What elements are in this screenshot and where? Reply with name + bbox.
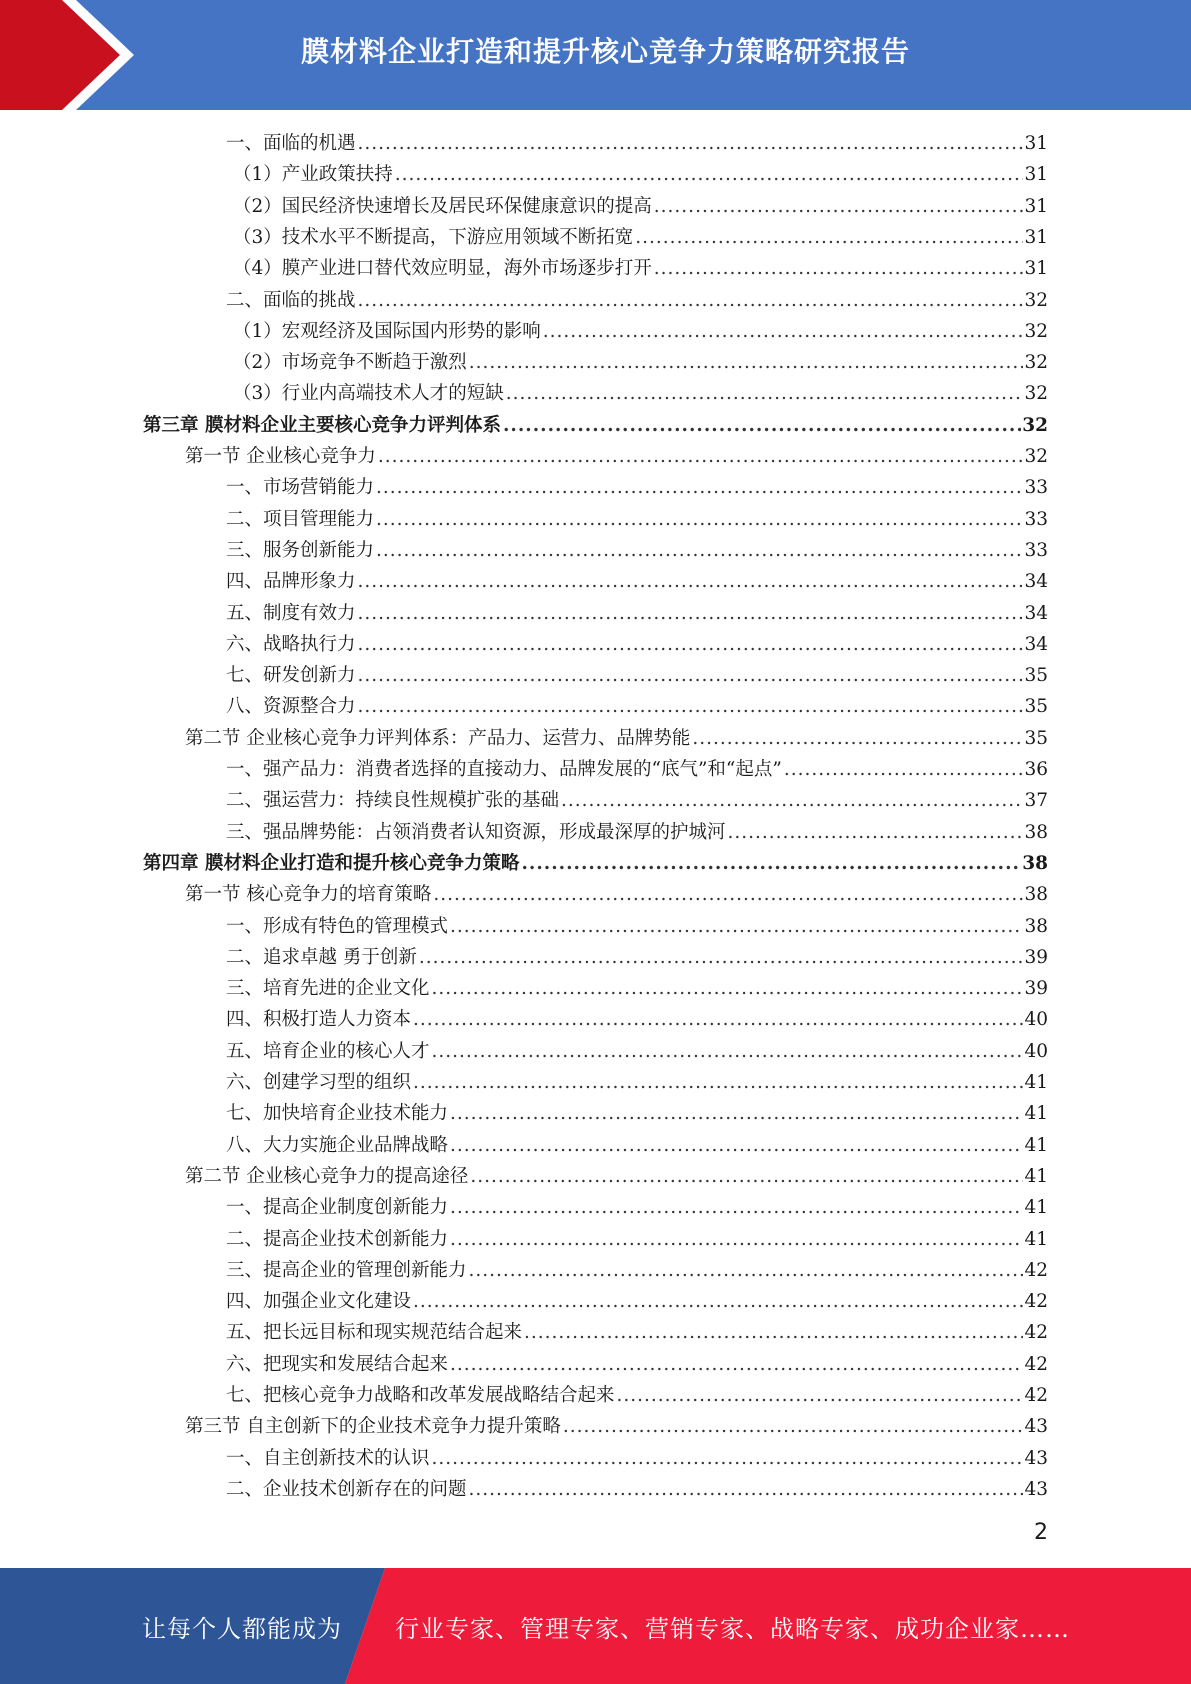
- toc-entry-page: 35: [1024, 696, 1048, 718]
- toc-entry-title: 三、服务创新能力: [226, 539, 375, 561]
- toc-entry-title: 八、大力实施企业品牌战略: [226, 1134, 449, 1156]
- toc-entry-title: 一、强产品力：消费者选择的直接动力、品牌发展的“底气”和“起点”: [226, 759, 782, 780]
- toc-entry[interactable]: [185, 1411, 1048, 1442]
- toc-entry[interactable]: [226, 1349, 1048, 1380]
- toc-entry-title: 二、提高企业技术创新能力: [226, 1228, 449, 1250]
- toc-dot-leader: [433, 879, 1023, 910]
- toc-dot-leader: [469, 347, 1024, 378]
- toc-entry-title: 第三节 自主创新下的企业技术竞争力提升策略: [185, 1416, 561, 1438]
- toc-entry-title: 四、积极打造人力资本: [226, 1009, 412, 1031]
- toc-dot-leader: [413, 1004, 1023, 1035]
- toc-entry[interactable]: [233, 316, 1048, 347]
- toc-dot-leader: [376, 504, 1023, 535]
- toc-entry-title: 第三章 膜材料企业主要核心竞争力评判体系: [143, 414, 501, 436]
- footer-slogan-right: 行业专家、管理专家、营销专家、战略专家、成功企业家……: [395, 1614, 1070, 1643]
- toc-dot-leader: [432, 973, 1024, 1004]
- toc-entry[interactable]: [226, 472, 1048, 503]
- toc-entry-page: 38: [1024, 884, 1048, 906]
- toc-entry[interactable]: [226, 566, 1048, 597]
- toc-dot-leader: [376, 535, 1023, 566]
- toc-dot-leader: [563, 1411, 1024, 1442]
- toc-entry[interactable]: [226, 1380, 1048, 1411]
- toc-entry-title: 二、企业技术创新存在的问题: [226, 1478, 467, 1500]
- toc-dot-leader: [358, 598, 1024, 629]
- toc-dot-leader: [376, 472, 1023, 503]
- toc-entry-page: 41: [1024, 1228, 1048, 1250]
- toc-entry[interactable]: [143, 410, 1048, 441]
- toc-dot-leader: [450, 1224, 1023, 1255]
- toc-entry-title: 七、把核心竞争力战略和改革发展战略结合起来: [226, 1385, 615, 1406]
- toc-entry-title: 六、把现实和发展结合起来: [226, 1353, 449, 1375]
- toc-entry[interactable]: [226, 285, 1048, 316]
- toc-entry[interactable]: [226, 1443, 1048, 1474]
- toc-dot-leader: [358, 660, 1024, 691]
- toc-entry-page: 31: [1024, 226, 1048, 248]
- toc-entry-page: 42: [1024, 1385, 1048, 1406]
- toc-entry-title: 六、创建学习型的组织: [226, 1072, 412, 1093]
- toc-entry[interactable]: [233, 191, 1048, 222]
- toc-entry-page: 39: [1024, 946, 1048, 968]
- toc-entry-title: （2）市场竞争不断趋于激烈: [233, 352, 467, 374]
- toc-entry-title: 一、形成有特色的管理模式: [226, 915, 449, 937]
- toc-dot-leader: [784, 754, 1024, 785]
- page-footer: [0, 1568, 1191, 1684]
- toc-dot-leader: [432, 1443, 1024, 1474]
- toc-entry-page: 31: [1024, 133, 1048, 154]
- page-number: 2: [1034, 1520, 1048, 1545]
- toc-entry-title: 四、加强企业文化建设: [226, 1291, 412, 1313]
- toc-dot-leader: [450, 1192, 1023, 1223]
- toc-dot-leader: [358, 128, 1024, 159]
- toc-entry[interactable]: [233, 378, 1048, 409]
- toc-entry-page: 32: [1024, 383, 1048, 405]
- toc-entry-page: 33: [1024, 508, 1048, 530]
- toc-entry-page: 40: [1024, 1009, 1048, 1031]
- toc-entry[interactable]: [226, 1286, 1048, 1317]
- toc-entry-page: 42: [1024, 1322, 1048, 1344]
- toc-entry-title: 三、强品牌势能：占领消费者认知资源，形成最深厚的护城河: [226, 821, 726, 843]
- toc-dot-leader: [358, 629, 1024, 660]
- toc-entry-title: 五、培育企业的核心人才: [226, 1040, 430, 1062]
- toc-entry[interactable]: [226, 942, 1048, 973]
- toc-entry-title: 六、战略执行力: [226, 633, 356, 655]
- toc-entry[interactable]: [143, 848, 1048, 879]
- toc-entry-page: 43: [1024, 1447, 1048, 1469]
- toc-dot-leader: [470, 1161, 1023, 1192]
- toc-entry[interactable]: [226, 1224, 1048, 1255]
- toc-entry-title: 第一节 核心竞争力的培育策略: [185, 884, 432, 906]
- toc-entry[interactable]: [233, 347, 1048, 378]
- toc-dot-leader: [503, 410, 1021, 441]
- toc-entry[interactable]: [226, 629, 1048, 660]
- toc-entry-title: 五、制度有效力: [226, 602, 356, 624]
- toc-entry-title: （1）产业政策扶持: [233, 164, 393, 186]
- toc-entry[interactable]: [185, 879, 1048, 910]
- toc-entry-page: 34: [1024, 602, 1048, 624]
- toc-dot-leader: [654, 253, 1024, 284]
- toc-entry-page: 41: [1024, 1072, 1048, 1093]
- toc-dot-leader: [524, 1317, 1023, 1348]
- toc-dot-leader: [469, 1474, 1024, 1505]
- toc-entry-page: 41: [1024, 1165, 1048, 1187]
- toc-entry-page: 32: [1024, 352, 1048, 374]
- toc-entry[interactable]: [226, 911, 1048, 942]
- toc-entry-page: 38: [1024, 915, 1048, 937]
- toc-entry[interactable]: [226, 1036, 1048, 1067]
- toc-entry-page: 38: [1022, 852, 1048, 874]
- toc-dot-leader: [450, 1098, 1023, 1129]
- toc-entry-page: 32: [1024, 320, 1048, 342]
- toc-entry[interactable]: [226, 1004, 1048, 1035]
- header-arrow-decoration: [0, 0, 160, 110]
- toc-dot-leader: [450, 911, 1023, 942]
- toc-entry-page: 31: [1024, 258, 1048, 280]
- toc-entry[interactable]: [226, 1255, 1048, 1286]
- toc-entry-title: 二、面临的挑战: [226, 289, 356, 311]
- toc-entry-title: （2）国民经济快速增长及居民环保健康意识的提高: [233, 195, 652, 217]
- toc-entry-page: 40: [1024, 1040, 1048, 1062]
- toc-entry-page: 31: [1024, 164, 1048, 186]
- toc-entry-page: 42: [1024, 1291, 1048, 1313]
- toc-entry[interactable]: [233, 222, 1048, 253]
- toc-entry-page: 33: [1024, 477, 1048, 499]
- toc-dot-leader: [692, 723, 1023, 754]
- toc-entry-title: 一、提高企业制度创新能力: [226, 1197, 449, 1219]
- toc-dot-leader: [654, 191, 1024, 222]
- toc-entry-page: 42: [1024, 1259, 1048, 1281]
- toc-entry-title: 七、加快培育企业技术能力: [226, 1103, 449, 1125]
- toc-entry[interactable]: [233, 159, 1048, 190]
- toc-dot-leader: [413, 1286, 1023, 1317]
- toc-entry[interactable]: [226, 973, 1048, 1004]
- toc-entry[interactable]: [226, 817, 1048, 848]
- toc-entry[interactable]: [233, 253, 1048, 284]
- document-title: 膜材料企业打造和提升核心竞争力策略研究报告: [300, 35, 910, 68]
- toc-entry-page: 35: [1024, 727, 1048, 749]
- toc-dot-leader: [543, 316, 1024, 347]
- toc-entry[interactable]: [226, 1317, 1048, 1348]
- toc-entry-page: 41: [1024, 1134, 1048, 1156]
- toc-dot-leader: [728, 817, 1024, 848]
- toc-entry[interactable]: [226, 691, 1048, 722]
- toc-dot-leader: [561, 785, 1023, 816]
- toc-dot-leader: [635, 222, 1023, 253]
- toc-dot-leader: [358, 285, 1024, 316]
- toc-entry-page: 37: [1024, 790, 1048, 812]
- toc-entry-page: 35: [1024, 665, 1048, 687]
- toc-dot-leader: [450, 1349, 1023, 1380]
- toc-entry-page: 41: [1024, 1197, 1048, 1219]
- toc-entry-page: 32: [1024, 446, 1048, 467]
- toc-dot-leader: [358, 566, 1024, 597]
- toc-dot-leader: [617, 1380, 1024, 1411]
- toc-entry[interactable]: [226, 598, 1048, 629]
- toc-entry[interactable]: [226, 1130, 1048, 1161]
- toc-entry[interactable]: [185, 723, 1048, 754]
- toc-entry-title: 四、品牌形象力: [226, 571, 356, 593]
- toc-dot-leader: [419, 942, 1024, 973]
- toc-entry[interactable]: [226, 1067, 1048, 1098]
- toc-entry-page: 42: [1024, 1353, 1048, 1375]
- toc-entry[interactable]: [226, 1192, 1048, 1223]
- toc-entry-title: 第二节 企业核心竞争力的提高途径: [185, 1165, 469, 1187]
- toc-entry-title: 第一节 企业核心竞争力: [185, 446, 376, 467]
- toc-entry-page: 43: [1024, 1416, 1048, 1438]
- toc-dot-leader: [432, 1036, 1024, 1067]
- toc-entry-page: 39: [1024, 978, 1048, 1000]
- toc-entry-page: 34: [1024, 571, 1048, 593]
- toc-entry-title: 一、市场营销能力: [226, 477, 375, 499]
- toc-entry-page: 32: [1024, 289, 1048, 311]
- toc-entry-page: 41: [1024, 1103, 1048, 1125]
- toc-entry-page: 36: [1024, 759, 1048, 780]
- toc-entry-title: 第二节 企业核心竞争力评判体系：产品力、运营力、品牌势能: [185, 727, 691, 749]
- toc-entry-title: 第四章 膜材料企业打造和提升核心竞争力策略: [143, 852, 520, 874]
- toc-dot-leader: [358, 691, 1024, 722]
- toc-dot-leader: [469, 1255, 1024, 1286]
- toc-entry-page: 43: [1024, 1478, 1048, 1500]
- toc-entry-page: 33: [1024, 539, 1048, 561]
- toc-entry-page: 31: [1024, 195, 1048, 217]
- page-header: [0, 0, 1191, 110]
- toc-entry[interactable]: [226, 504, 1048, 535]
- toc-dot-leader: [506, 378, 1024, 409]
- toc-entry[interactable]: [185, 441, 1048, 472]
- toc-dot-leader: [413, 1067, 1023, 1098]
- toc-entry[interactable]: [226, 754, 1048, 785]
- toc-entry[interactable]: [226, 1474, 1048, 1505]
- toc-entry[interactable]: [226, 1098, 1048, 1129]
- toc-dot-leader: [450, 1130, 1023, 1161]
- toc-entry-title: 三、提高企业的管理创新能力: [226, 1259, 467, 1281]
- toc-entry[interactable]: [226, 785, 1048, 816]
- toc-entry-title: 一、自主创新技术的认识: [226, 1447, 430, 1469]
- toc-entry-title: （1）宏观经济及国际国内形势的影响: [233, 320, 541, 342]
- toc-entry-page: 38: [1024, 821, 1048, 843]
- toc-entry[interactable]: [226, 660, 1048, 691]
- toc-entry[interactable]: [185, 1161, 1048, 1192]
- toc-entry-page: 32: [1022, 414, 1048, 436]
- toc-entry-title: （3）技术水平不断提高，下游应用领域不断拓宽: [233, 226, 634, 248]
- toc-entry-page: 34: [1024, 633, 1048, 655]
- toc-entry-title: （3）行业内高端技术人才的短缺: [233, 383, 504, 405]
- toc-entry-title: （4）膜产业进口替代效应明显，海外市场逐步打开: [233, 258, 652, 280]
- toc-entry[interactable]: [226, 535, 1048, 566]
- toc-entry-title: 二、追求卓越 勇于创新: [226, 946, 417, 968]
- toc-entry-title: 一、面临的机遇: [226, 133, 356, 154]
- footer-slogan-left: 让每个人都能成为: [142, 1614, 342, 1643]
- toc-dot-leader: [521, 848, 1021, 879]
- toc-entry-title: 八、资源整合力: [226, 696, 356, 718]
- toc-entry-title: 五、把长远目标和现实规范结合起来: [226, 1322, 523, 1344]
- toc-entry-title: 二、项目管理能力: [226, 508, 375, 530]
- toc-entry-title: 二、强运营力：持续良性规模扩张的基础: [226, 790, 560, 812]
- toc-entry-title: 七、研发创新力: [226, 665, 356, 687]
- toc-entry-title: 三、培育先进的企业文化: [226, 978, 430, 1000]
- toc-entry[interactable]: [226, 128, 1048, 159]
- toc-dot-leader: [378, 441, 1024, 472]
- toc-dot-leader: [395, 159, 1024, 190]
